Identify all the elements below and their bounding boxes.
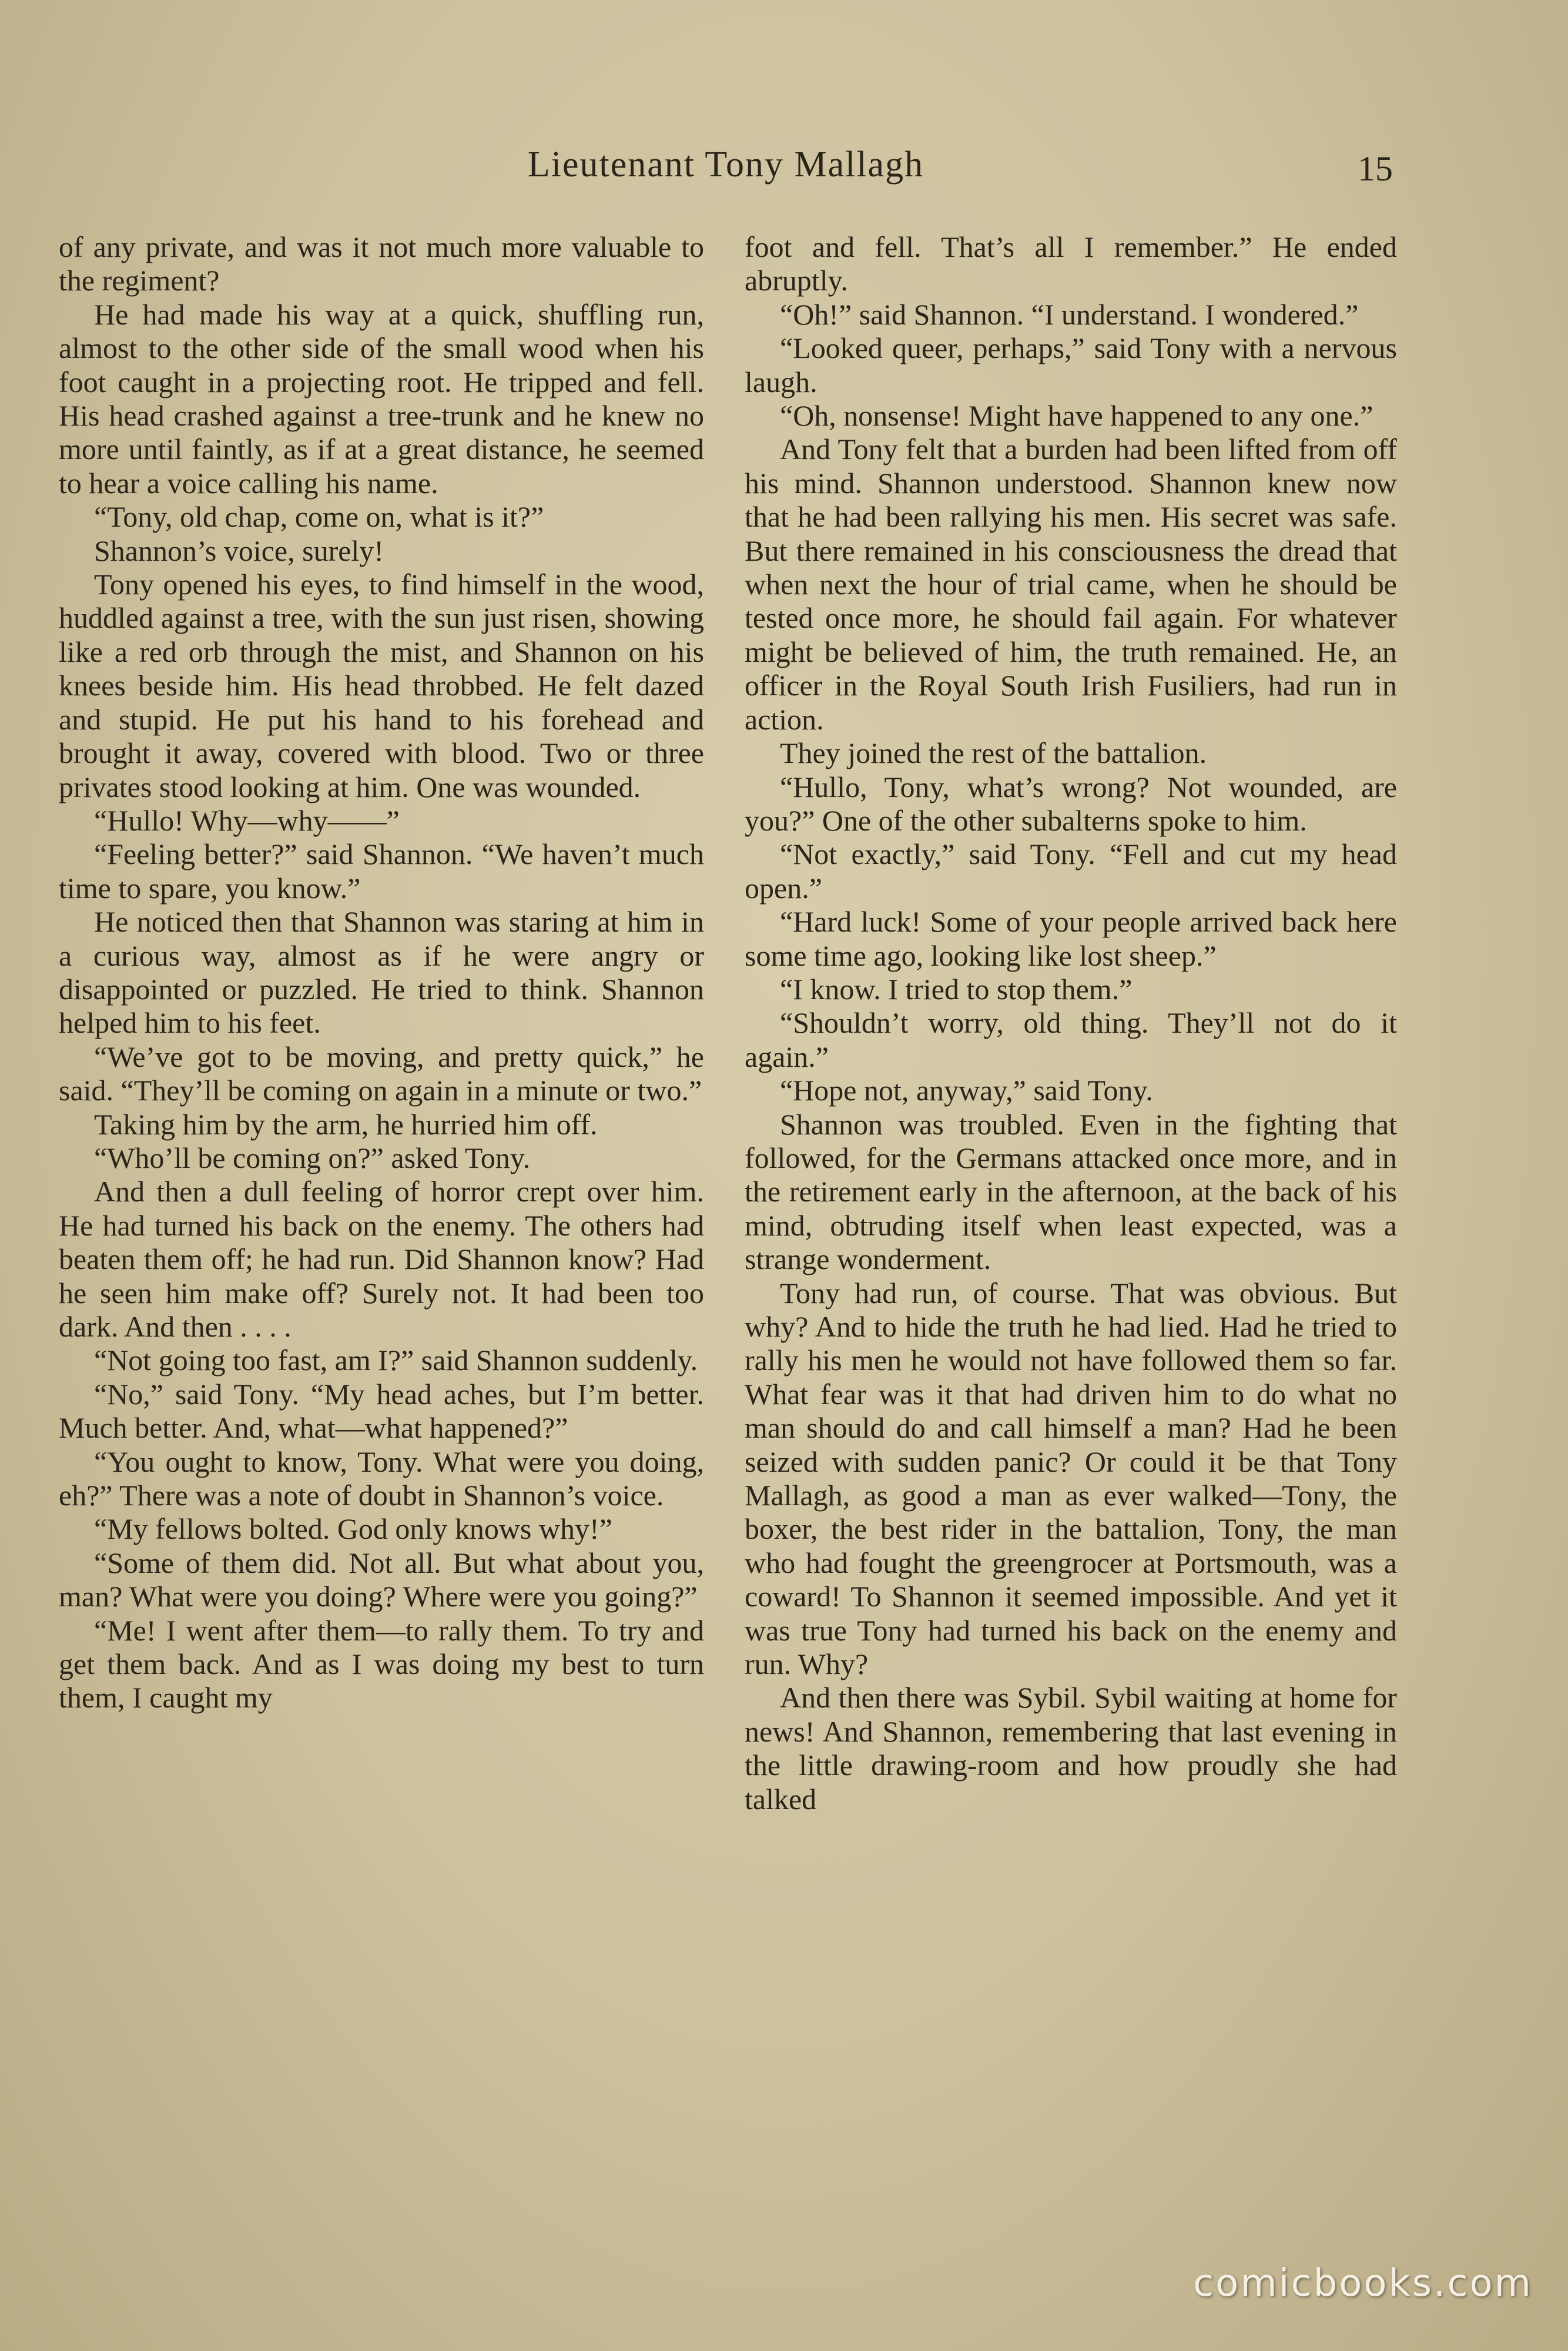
left-column: [59, 230, 704, 2188]
paragraph: “Some of them did. Not all. But what about you, man? What were you doing? Where were you going?”: [59, 1546, 704, 1613]
paragraph: “Looked queer, perhaps,” said Tony with a nervous laugh.: [745, 331, 1397, 398]
watermark: comicbooks.com: [1192, 2262, 1533, 2305]
paragraph: “Me! I went after them—to rally them. To try and get them back. And as I was doing my best to turn them, I caught my: [59, 1613, 704, 1714]
paragraph: They joined the rest of the battalion.: [780, 736, 1207, 770]
paragraph: “Who’ll be coming on?” asked Tony.: [94, 1141, 531, 1174]
paragraph: “My fellows bolted. God only knows why!”: [94, 1512, 612, 1546]
paragraph: “Not going too fast, am I?” said Shannon suddenly.: [94, 1344, 698, 1377]
paragraph: “No,” said Tony. “My head aches, but I’m better. Much better. And, what—what happened?”: [59, 1377, 704, 1445]
paragraph: “Hard luck! Some of your people arrived back here some time ago, looking like lost sheep.”: [745, 905, 1397, 972]
right-column: [745, 230, 1397, 2188]
paragraph: “Not exactly,” said Tony. “Fell and cut my head open.”: [745, 838, 1397, 905]
paragraph: Shannon’s voice, surely!: [94, 534, 384, 567]
paragraph: And then there was Sybil. Sybil waiting at home for news! And Shannon, remembering that last evening in the little drawing-room and how proudly she had talked: [745, 1681, 1397, 1816]
paragraph: “Oh, nonsense! Might have happened to any one.”: [780, 399, 1373, 433]
paragraph: Tony had run, of course. That was obvious. But why? And to hide the truth he had lied. Had he tried to rally his men he would not have followed them so far. What fear was it that had driven him to do what no man should do and call himself a man? Had he been seized with sudden panic? Or could it be that Tony Mallagh, as good a man as ever walked—Tony, the boxer, the best rider in the battalion, Tony, the man who had fought the greengrocer at Portsmouth, was a coward! To Shannon it seemed impossible. And yet it was true Tony had turned his back on the enemy and run. Why?: [745, 1276, 1397, 1681]
running-title: Lieutenant Tony Mallagh: [527, 145, 924, 185]
paragraph: He noticed then that Shannon was staring at him in a curious way, almost as if he were angry or disappointed or puzzled. He tried to think. Shannon helped him to his feet.: [59, 905, 704, 1040]
paragraph: He had made his way at a quick, shuffling run, almost to the other side of the small wood when his foot caught in a projecting root. He tripped and fell. His head crashed against a tree-trunk and he knew no more until faintly, as if at a great distance, he seemed to hear a voice calling his name.: [59, 297, 704, 500]
paragraph: “Feeling better?” said Shannon. “We haven’t much time to spare, you know.”: [59, 838, 704, 905]
paragraph: of any private, and was it not much more valuable to the regiment?: [59, 230, 704, 297]
paragraph: Tony opened his eyes, to find himself in the wood, huddled against a tree, with the sun just risen, showing like a red orb through the mist, and Shannon on his knees beside him. His head throbbed. He felt dazed and stupid. He put his hand to his forehead and brought it away, covered with blood. Two or three privates stood looking at him. One was wounded.: [59, 568, 704, 803]
running-head: [59, 144, 1393, 197]
paragraph: foot and fell. That’s all I remember.” He ended abruptly.: [745, 230, 1397, 297]
paragraph: “Hope not, anyway,” said Tony.: [780, 1074, 1153, 1107]
paragraph: “You ought to know, Tony. What were you doing, eh?” There was a note of doubt in Shannon’s voice.: [59, 1445, 704, 1512]
paragraph: Taking him by the arm, he hurried him off.: [94, 1107, 598, 1141]
paragraph: “We’ve got to be moving, and pretty quick,” he said. “They’ll be coming on again in a minute or two.”: [59, 1040, 704, 1107]
page-number: 15: [1358, 149, 1393, 188]
paragraph: And then a dull feeling of horror crept over him. He had turned his back on the enemy. The others had beaten them off; he had run. Did Shannon know? Had he seen him make off? Surely not. It had been too dark. And then . . . .: [59, 1175, 704, 1343]
paragraph: “Hullo! Why—why——”: [94, 803, 400, 837]
paragraph: “I know. I tried to stop them.”: [780, 972, 1133, 1006]
paragraph: “Hullo, Tony, what’s wrong? Not wounded, are you?” One of the other subalterns spoke to him.: [745, 770, 1397, 837]
paragraph: “Shouldn’t worry, old thing. They’ll not do it again.”: [745, 1006, 1397, 1073]
paragraph: And Tony felt that a burden had been lifted from off his mind. Shannon understood. Shannon knew now that he had been rallying his men. His secret was safe. But there remained in his consciousness the dread that when next the hour of trial came, when he should be tested once more, he should fail again. For whatever might be believed of him, the truth remained. He, an officer in the Royal South Irish Fusiliers, had run in action.: [745, 433, 1397, 736]
paragraph: Shannon was troubled. Even in the fighting that followed, for the Germans attacked once more, and in the retirement early in the afternoon, at the back of his mind, obtruding itself when least expected, was a strange wonderment.: [745, 1107, 1397, 1276]
paragraph: “Tony, old chap, come on, what is it?”: [94, 500, 544, 534]
paragraph: “Oh!” said Shannon. “I understand. I wondered.”: [780, 297, 1359, 331]
